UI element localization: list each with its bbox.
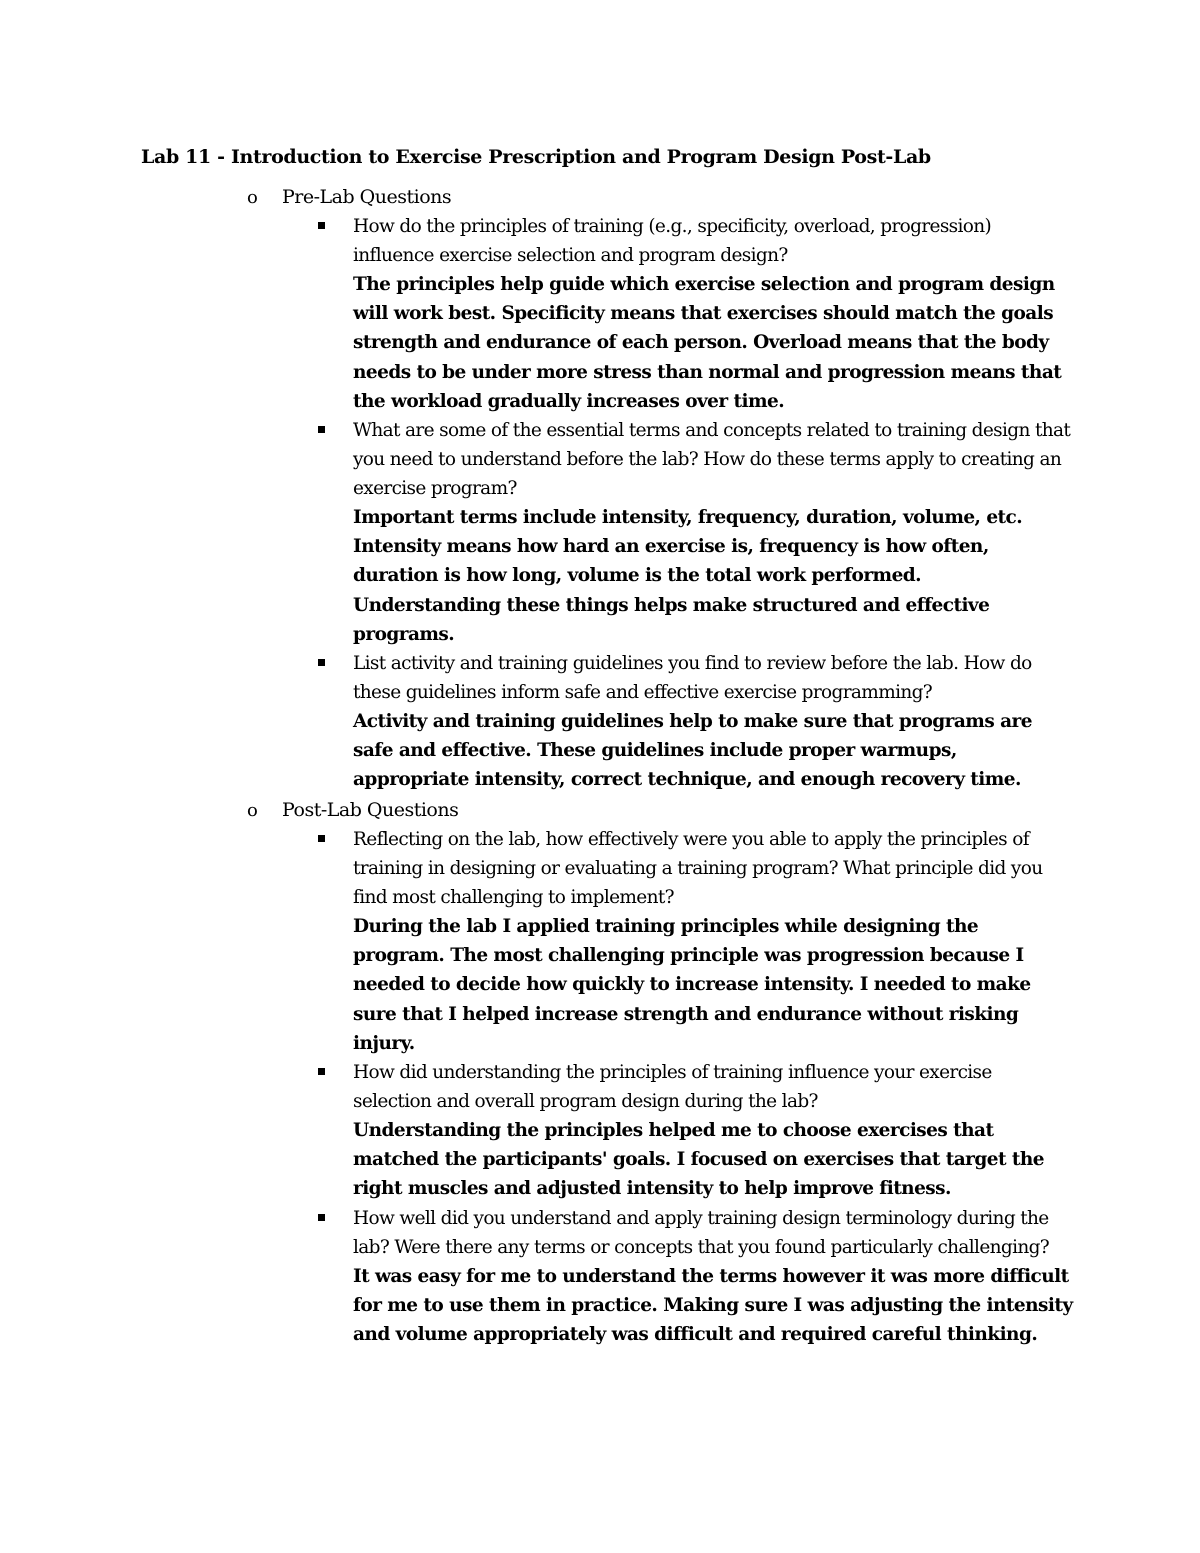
question-text: What are some of the essential terms and concepts related to training design that you need to understand before the lab? How do these terms apply to creating an exercise program? bbox=[353, 420, 1071, 500]
question-text: List activity and training guidelines you find to review before the lab. How do these guidelines inform safe and effective exercise programming? bbox=[353, 653, 1032, 704]
answer-text: During the lab I applied training principles while designing the program. The most challenging principle was progression because I needed to decide how quickly to increase intensity. I needed to make sure that I helped increase strength and endurance without risking injury. bbox=[353, 916, 1031, 1054]
question-text: Reflecting on the lab, how effectively were you able to apply the principles of training in designing or evaluating a training program? What principle did you find most challenging to implement? bbox=[353, 829, 1043, 908]
answer-text: The principles help guide which exercise selection and program design will work best. Specificity means that exercises should match the goals strength and endurance of each person. Overload means that the body needs to be under more stress than normal and progression means that the workload gradually increases over time. bbox=[353, 274, 1062, 412]
question-list bbox=[247, 825, 1077, 1349]
circle-bullet-icon: o bbox=[247, 187, 258, 208]
answer-text: Activity and training guidelines help to make sure that programs are safe and effective. These guidelines include proper warmups, appropriate intensity, correct technique, and enough recovery time. bbox=[353, 711, 1032, 791]
square-bullet-icon bbox=[318, 1214, 325, 1221]
section-header bbox=[247, 796, 1077, 825]
document-title: Lab 11 - Introduction to Exercise Prescription and Program Design Post-Lab bbox=[141, 146, 931, 168]
section-label: Pre-Lab Questions bbox=[282, 186, 452, 208]
section-label: Post-Lab Questions bbox=[282, 799, 459, 821]
list-item bbox=[353, 649, 1073, 795]
question-text: How did understanding the principles of training influence your exercise selection and overall program design during the lab? bbox=[353, 1062, 992, 1113]
list-item bbox=[353, 212, 1073, 416]
list-item bbox=[353, 825, 1073, 1058]
answer-text: Important terms include intensity, frequency, duration, volume, etc. Intensity means how hard an exercise is, frequency is how often, duration is how long, volume is the total work performed. Understanding these things helps make structured and effective programs. bbox=[353, 507, 1023, 645]
square-bullet-icon bbox=[318, 1068, 325, 1075]
square-bullet-icon bbox=[318, 835, 325, 842]
answer-text: Understanding the principles helped me to choose exercises that matched the participants' goals. I focused on exercises that target the right muscles and adjusted intensity to help improve fitness. bbox=[353, 1120, 1044, 1200]
list-item bbox=[353, 416, 1073, 649]
question-text: How do the principles of training (e.g., specificity, overload, progression) influence exercise selection and program design? bbox=[353, 216, 992, 266]
square-bullet-icon bbox=[318, 659, 325, 666]
square-bullet-icon bbox=[318, 426, 325, 433]
section-header bbox=[247, 183, 1077, 212]
section-post-lab bbox=[247, 796, 1077, 1349]
question-text: How well did you understand and apply training design terminology during the lab? Were there any terms or concepts that you found particularly challenging? bbox=[353, 1207, 1050, 1258]
list-item bbox=[353, 1058, 1073, 1204]
square-bullet-icon bbox=[318, 222, 325, 229]
circle-bullet-icon: o bbox=[247, 800, 258, 821]
question-list bbox=[247, 212, 1077, 795]
answer-text: It was easy for me to understand the terms however it was more difficult for me to use them in practice. Making sure I was adjusting the intensity and volume appropriately was difficult and required careful thinking. bbox=[353, 1265, 1073, 1346]
list-item bbox=[353, 1204, 1073, 1350]
section-pre-lab bbox=[247, 183, 1077, 795]
